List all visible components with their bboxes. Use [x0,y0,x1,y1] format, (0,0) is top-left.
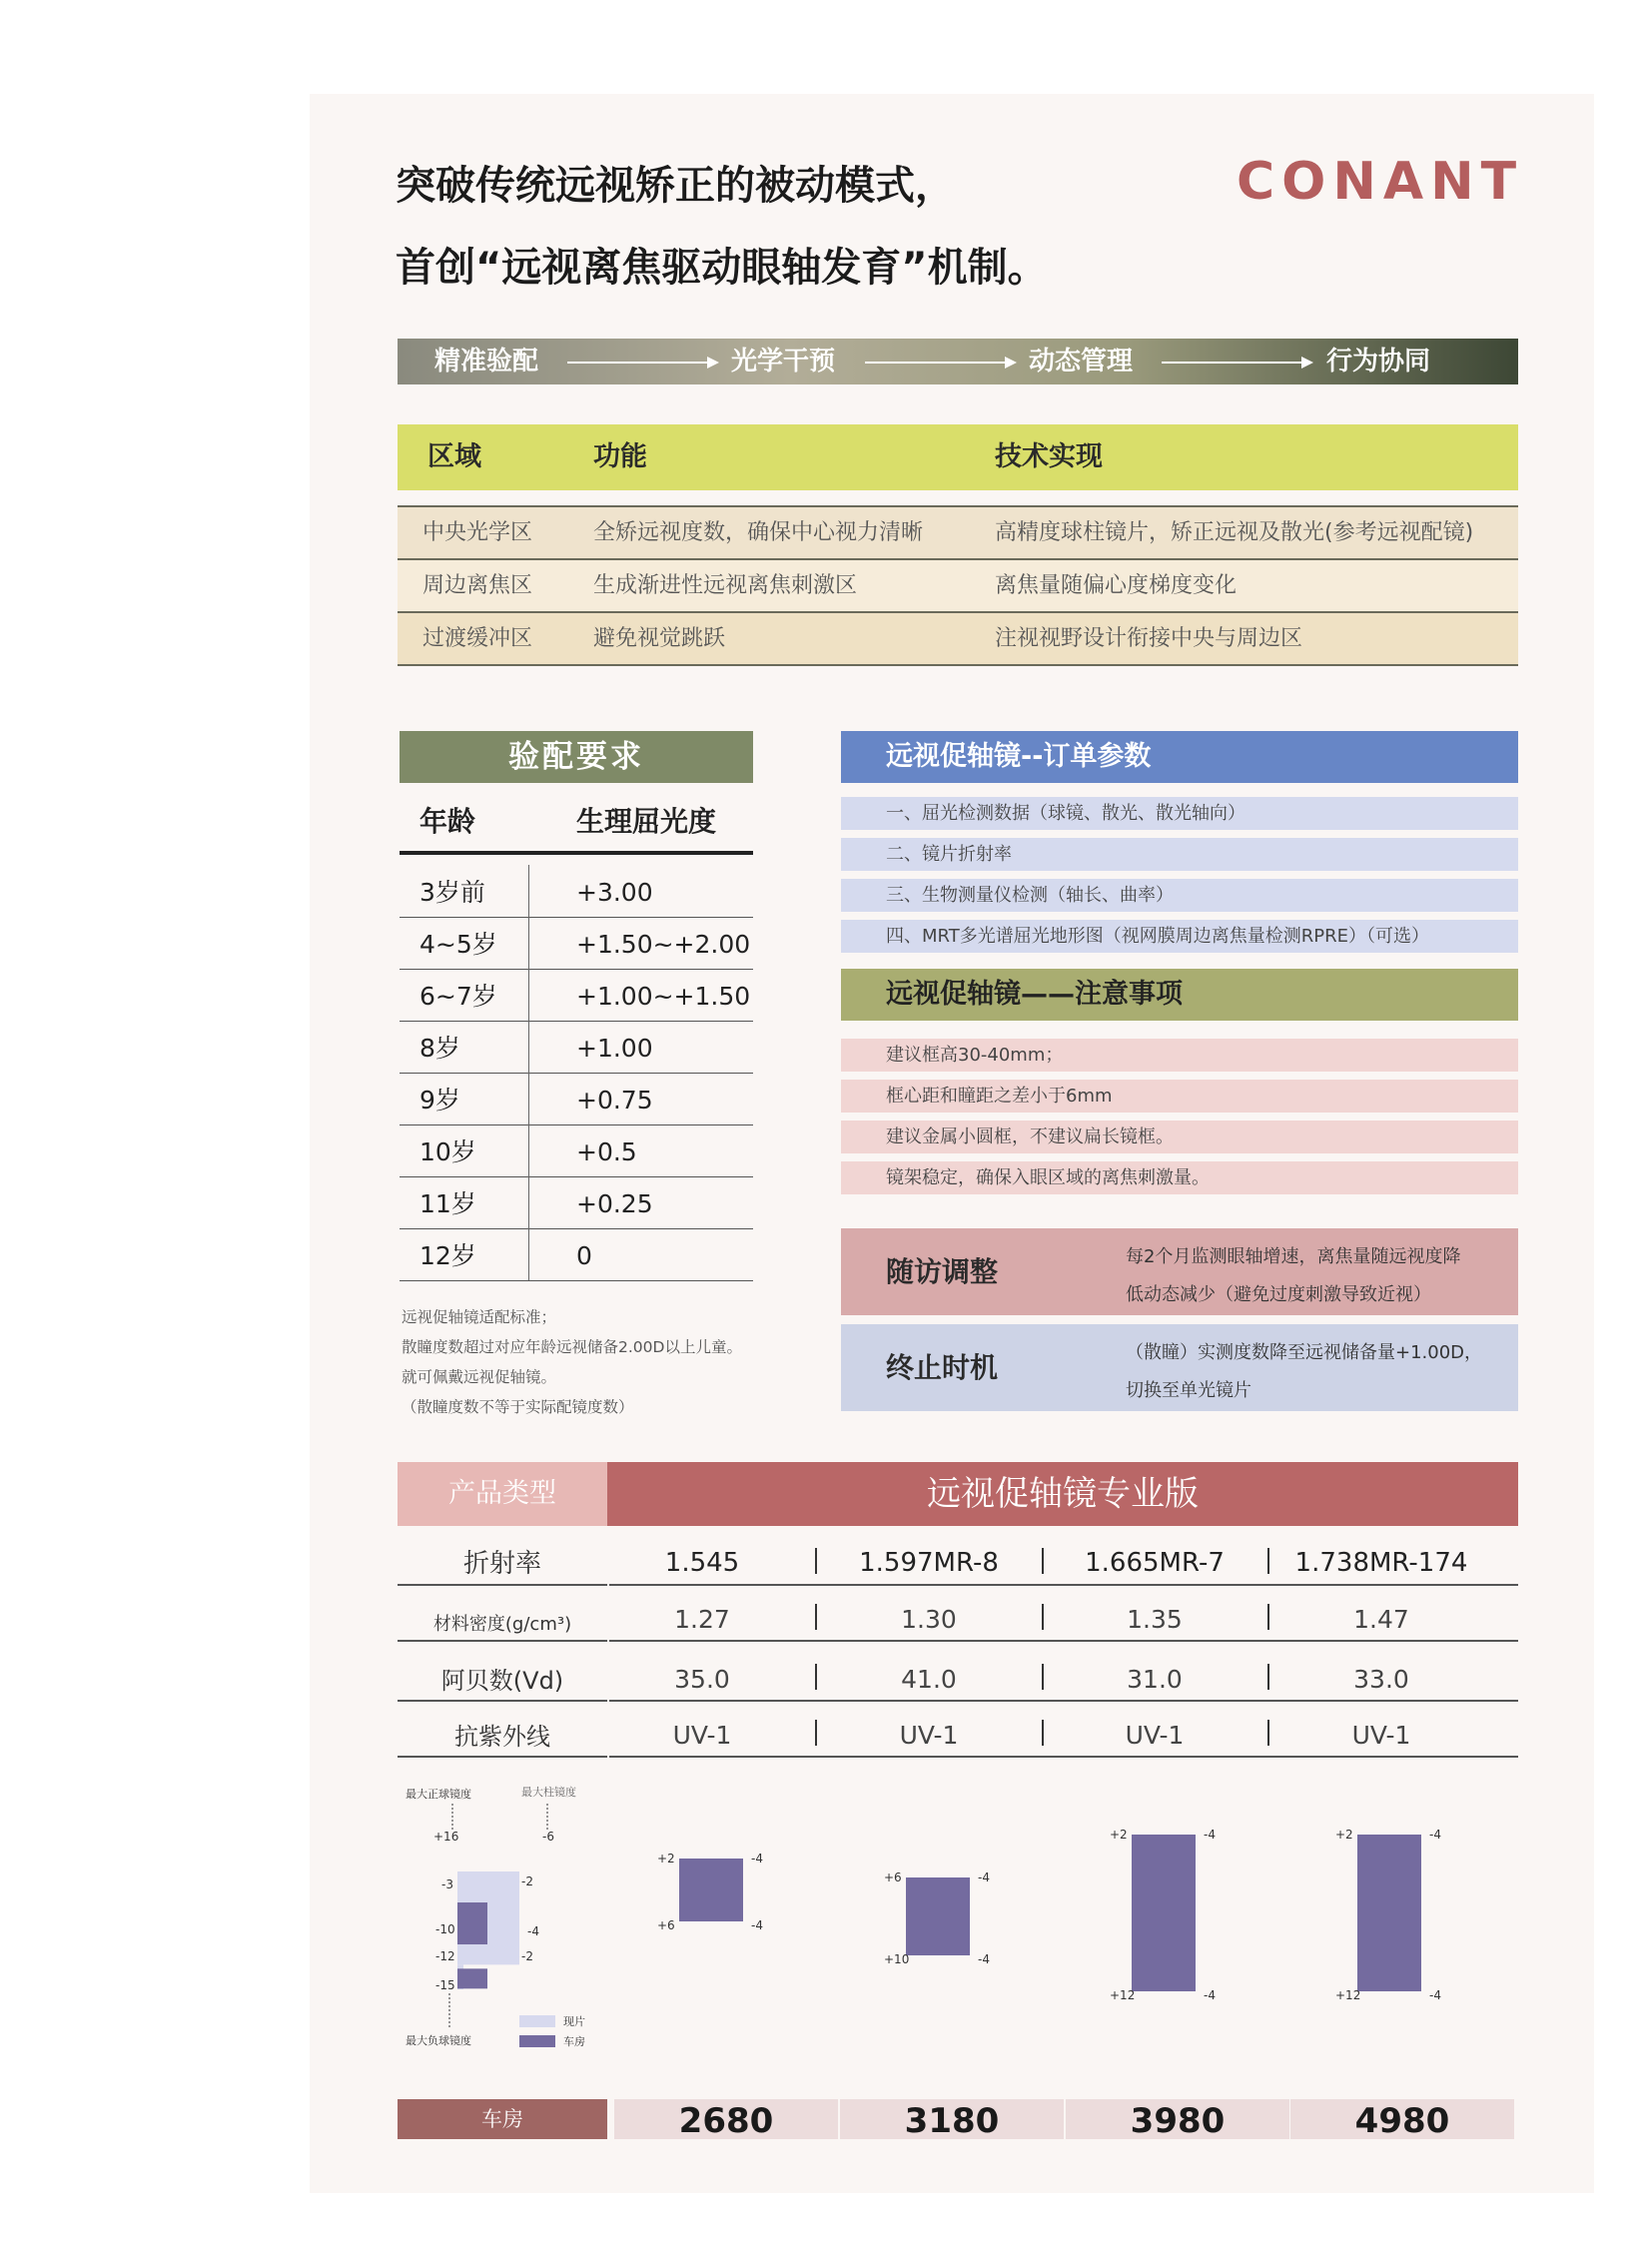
range-cyl-top-label: -4 [1429,1828,1441,1842]
caution-item: 建议金属小圆框，不建议扁长镜框。 [841,1120,1518,1153]
spec-row [398,1590,1518,1642]
followup-label: 随访调整 [886,1255,999,1288]
lab-range-bar [1357,1835,1421,1991]
fitting-divider [528,1228,529,1280]
fitting-divider [528,1124,529,1176]
spec-value: UV-1 [1351,1721,1411,1750]
spec-row [398,1534,1518,1586]
order-param-item: 一、屈光检测数据（球镜、散光、散光轴向） [841,797,1518,830]
price-value: 3980 [1066,2099,1289,2139]
fitting-divider [528,865,529,917]
spec-value: 1.738MR-174 [1294,1548,1468,1578]
fitting-age: 12岁 [419,1241,476,1270]
spec-value: 41.0 [901,1665,957,1694]
fitting-note: 散瞳度数超过对应年龄远视储备2.00D以上儿童。 [402,1338,742,1356]
spec-value: UV-1 [899,1721,959,1750]
process-flow-bar [398,339,1518,384]
spec-value: 1.545 [664,1548,740,1578]
zone-row [398,507,1518,560]
spec-label-rule [398,1584,607,1586]
legend-stock-label: 现片 [563,2015,585,2028]
zones-header-tech: 技术实现 [995,441,1103,472]
spec-label: 材料密度(g/cm³) [432,1614,572,1635]
range-cyl-top-label: -4 [751,1852,763,1866]
spec-value: 1.597MR-8 [859,1548,999,1578]
spec-value: 1.27 [674,1605,730,1634]
spec-value: 33.0 [1353,1665,1409,1694]
spec-value: 35.0 [674,1665,730,1694]
flow-step-2: 光学干预 [731,347,836,376]
range-cyl-bottom-label: -4 [978,1952,990,1966]
fitting-refraction: +0.25 [576,1189,653,1218]
caution-item: 框心距和瞳距之差小于6mm [841,1080,1518,1113]
zone-row [398,560,1518,613]
fitting-title: 验配要求 [400,731,753,783]
legend-tick-label: -2 [521,1874,533,1888]
spec-label-rule [398,1700,607,1702]
followup-box [841,1228,1518,1315]
fitting-row [400,917,753,970]
legend-lab-label: 车房 [563,2035,585,2048]
fitting-age: 8岁 [419,1034,460,1063]
headline-line-2: 首创“远视离焦驱动眼轴发育”机制。 [396,245,1048,291]
followup-line-2: 低动态减少（避免过度刺激导致近视） [1126,1284,1431,1305]
fitting-note: （散瞳度数不等于实际配镜度数） [402,1398,634,1416]
cautions-title: 远视促轴镜——注意事项 [841,969,1518,1021]
legend-max-cyl-label: 最大柱镜度 [521,1786,576,1799]
fitting-row [400,1124,753,1177]
stop-timing-line-2: 切换至单光镜片 [1126,1380,1251,1401]
followup-line-1: 每2个月监测眼轴增速，离焦量随远视度降 [1126,1246,1461,1267]
fitting-note: 远视促轴镜适配标准； [402,1308,557,1326]
fitting-row [400,1021,753,1074]
lab-range-bar [1132,1835,1196,1991]
fitting-row [400,1176,753,1229]
fitting-divider [528,1073,529,1124]
stop-timing-box [841,1324,1518,1411]
zone-function: 生成渐进性远视离焦刺激区 [593,573,858,598]
flow-step-3: 动态管理 [1029,347,1134,376]
fitting-refraction: +0.5 [576,1137,637,1166]
range-top-label: +2 [1110,1828,1128,1842]
range-top-label: +2 [1335,1828,1353,1842]
fitting-col-refraction: 生理屈光度 [576,805,717,838]
range-top-label: +6 [884,1870,902,1884]
product-name: 远视促轴镜专业版 [607,1462,1518,1526]
price-value: 3180 [840,2099,1064,2139]
price-value: 4980 [1290,2099,1514,2139]
fitting-divider [528,969,529,1021]
zone-tech: 高精度球柱镜片，矫正远视及散光(参考远视配镜) [995,520,1474,545]
stop-timing-line-1: （散瞳）实测度数降至远视储备量+1.00D， [1126,1342,1483,1363]
range-bottom-label: +10 [884,1952,910,1966]
fitting-refraction: +1.00 [576,1034,653,1063]
spec-value: 1.35 [1127,1605,1183,1634]
range-bottom-label: +6 [657,1918,675,1932]
fitting-refraction: +3.00 [576,878,653,907]
zone-row [398,613,1518,666]
poster-page [310,94,1594,2193]
legend-tick-label: -3 [441,1877,453,1891]
headline-line-1: 突破传统远视矫正的被动模式， [396,163,955,209]
fitting-row [400,969,753,1022]
fitting-age: 11岁 [419,1189,476,1218]
zones-header-function: 功能 [593,441,647,472]
spec-label: 抗紫外线 [454,1723,550,1751]
fitting-age: 3岁前 [419,878,485,907]
zones-header-zone: 区域 [427,441,481,472]
fitting-col-age: 年龄 [419,805,476,838]
fitting-age: 9岁 [419,1086,460,1115]
spec-value: 31.0 [1127,1665,1183,1694]
range-cyl-top-label: -4 [978,1870,990,1884]
lab-range-bar [457,1902,487,1944]
order-params-title: 远视促轴镜--订单参数 [841,731,1518,783]
price-label: 车房 [398,2099,607,2139]
range-top-label: +2 [657,1852,675,1866]
fitting-row [400,1228,753,1281]
fitting-refraction: +1.00~+1.50 [576,982,751,1011]
caution-item: 建议框高30-40mm； [841,1039,1518,1072]
legend-stock-swatch [519,2015,555,2027]
order-param-item: 三、生物测量仪检测（轴长、曲率） [841,879,1518,912]
legend-tick-label: -10 [435,1922,455,1936]
fitting-row [400,865,753,918]
fitting-divider [528,917,529,969]
legend-max-plus-sph-label: 最大正球镜度 [406,1788,471,1801]
fitting-age: 6~7岁 [419,982,497,1011]
range-bottom-label: +12 [1335,1988,1361,2002]
flow-arrow-icon [1162,362,1311,364]
fitting-refraction: 0 [576,1241,592,1270]
flow-arrow-icon [865,362,1015,364]
spec-label-rule [398,1640,607,1642]
range-bottom-label: +12 [1110,1988,1136,2002]
range-cyl-bottom-label: -4 [751,1918,763,1932]
spec-row [398,1706,1518,1758]
zone-tech: 注视视野设计衔接中央与周边区 [995,626,1303,651]
legend-tick-label: +16 [433,1830,459,1844]
lab-range-bar [679,1859,743,1921]
flow-step-1: 精准验配 [434,347,539,376]
spec-value: 1.665MR-7 [1085,1548,1225,1578]
spec-label-rule [398,1756,607,1758]
legend-tick-label: -2 [521,1949,533,1963]
flow-step-4: 行为协同 [1326,347,1431,376]
fitting-divider [528,1021,529,1073]
spec-value-rule [609,1584,1518,1586]
price-value: 2680 [614,2099,838,2139]
range-cyl-top-label: -4 [1204,1828,1216,1842]
spec-label: 阿贝数(Vd) [440,1667,564,1695]
zone-function: 全矫远视度数，确保中心视力清晰 [593,520,924,545]
legend-max-minus-sph-label: 最大负球镜度 [406,2034,471,2047]
fitting-age: 4~5岁 [419,930,497,959]
legend-tick-label: -4 [527,1924,539,1938]
legend-tick-label: -12 [435,1949,455,1963]
spec-row [398,1650,1518,1702]
range-cyl-bottom-label: -4 [1429,1988,1441,2002]
spec-value: 1.47 [1353,1605,1409,1634]
brand-logo: CONANT [1237,152,1524,212]
product-type-label: 产品类型 [398,1462,607,1526]
legend-tick-label: -6 [542,1830,554,1844]
range-cyl-bottom-label: -4 [1204,1988,1216,2002]
order-param-item: 四、MRT多光谱屈光地形图（视网膜周边离焦量检测RPRE）（可选） [841,920,1518,953]
spec-value-rule [609,1640,1518,1642]
zone-function: 避免视觉跳跃 [593,626,726,651]
spec-value: 1.30 [901,1605,957,1634]
fitting-note: 就可佩戴远视促轴镜。 [402,1368,557,1386]
zone-name: 中央光学区 [422,520,533,545]
fitting-row [400,1073,753,1125]
spec-label: 折射率 [462,1549,541,1579]
fitting-refraction: +1.50~+2.00 [576,930,751,959]
flow-arrow-icon [567,362,717,364]
fitting-age: 10岁 [419,1137,476,1166]
order-param-item: 二、镜片折射率 [841,838,1518,871]
stop-timing-label: 终止时机 [886,1351,999,1384]
spec-value-rule [609,1700,1518,1702]
power-range-diagrams [398,1780,1518,2089]
zones-table-header [398,424,1518,490]
zone-tech: 离焦量随偏心度梯度变化 [995,573,1238,598]
zone-name: 周边离焦区 [422,573,533,598]
legend-lab-swatch [519,2035,555,2047]
lab-range-bar [457,1968,487,1988]
legend-tick-label: -15 [435,1978,455,1992]
spec-value-rule [609,1756,1518,1758]
zone-name: 过渡缓冲区 [422,626,533,651]
fitting-divider [528,1176,529,1228]
fitting-refraction: +0.75 [576,1086,653,1115]
caution-item: 镜架稳定，确保入眼区域的离焦刺激量。 [841,1161,1518,1194]
spec-value: UV-1 [1125,1721,1185,1750]
fitting-table-header [400,793,753,855]
lab-range-bar [906,1877,970,1955]
spec-value: UV-1 [672,1721,732,1750]
